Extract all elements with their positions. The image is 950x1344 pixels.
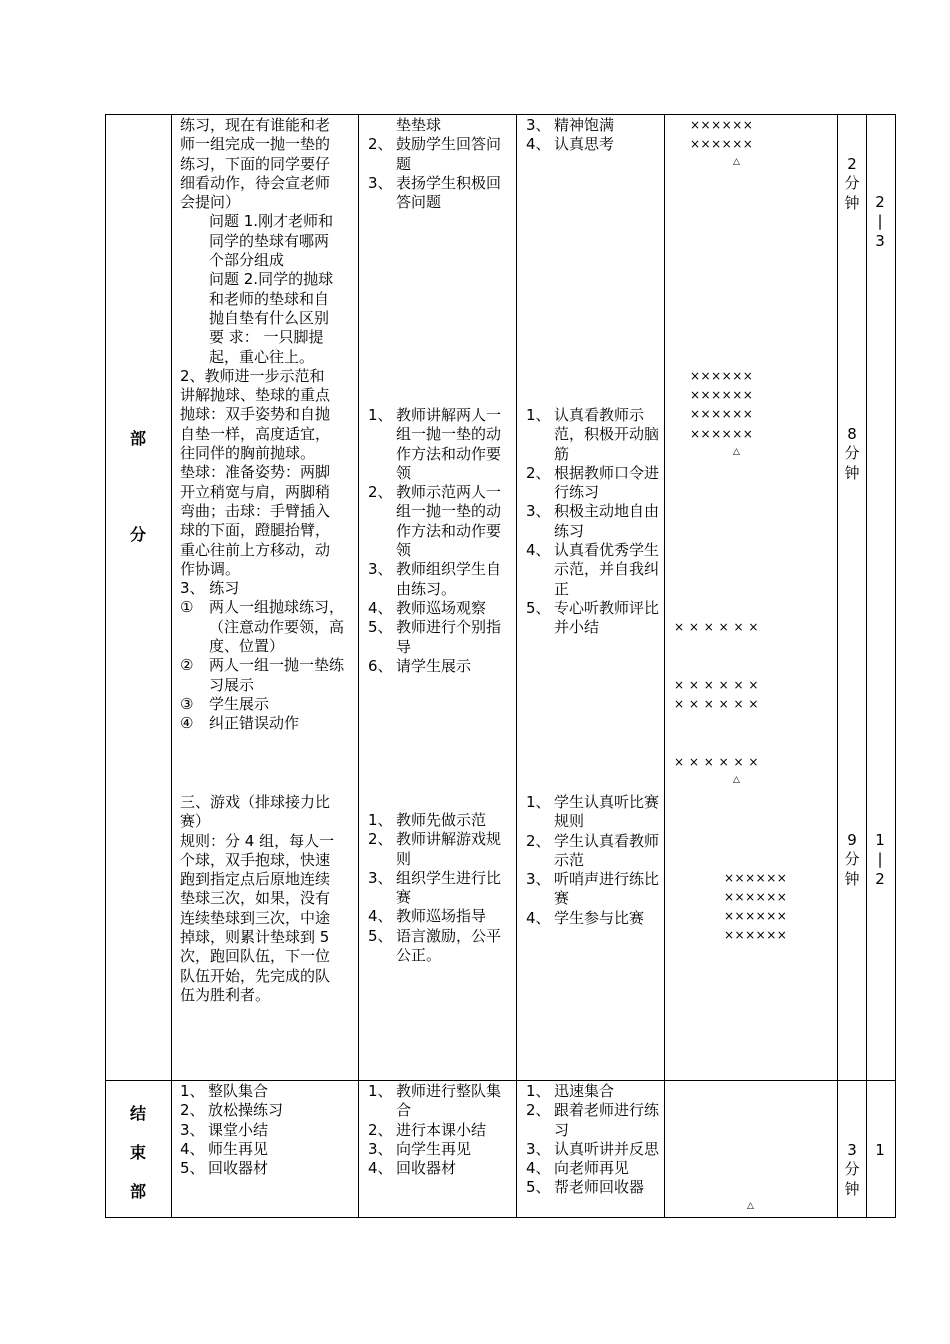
question-line: 问题 1.刚才老师和 (209, 212, 334, 231)
teacher-activity-item (368, 174, 510, 213)
formation-row: ×××××× (724, 928, 788, 942)
practice-item (180, 598, 352, 656)
item-text: 组织学生进行比赛 (396, 868, 502, 907)
student-activity-item (526, 1178, 659, 1197)
item-text: 根据教师口令进行练习 (554, 463, 660, 502)
student-activity-item (526, 870, 659, 909)
item-number: 3、 (526, 116, 551, 134)
item-text: 认真听讲并反思 (554, 1139, 660, 1158)
formation-row: ×××××× (690, 427, 754, 441)
item-number: 5、 (180, 1159, 205, 1178)
item-number: 4、 (368, 907, 393, 926)
student-activity-item (526, 1101, 659, 1140)
teacher-activity-item (368, 811, 510, 830)
student-activity-block (526, 793, 659, 928)
formation-row: ×××××× (690, 407, 754, 421)
item-text: 纠正错误动作 (209, 714, 300, 733)
teacher-activity-item (368, 406, 510, 483)
content-line: 掉球，则累计垫球到 5 (180, 928, 330, 947)
item-text: 鼓励学生回答问题 (396, 135, 502, 173)
item-number: 3、 (526, 1139, 551, 1158)
formation-row: × × × × × × (674, 755, 759, 769)
item-number: 6、 (368, 656, 393, 675)
item-number: 2、 (526, 831, 551, 850)
item-text: 专心听教师评比并小结 (554, 598, 660, 637)
formation-row: ×××××× (690, 388, 754, 402)
student-activity-block (526, 116, 659, 155)
content-item (180, 1101, 352, 1120)
time-duration (841, 425, 863, 483)
item-number: 2、 (368, 830, 393, 849)
item-number: ③ (180, 694, 194, 713)
formation-row: ×××××× (690, 118, 754, 132)
student-activity-item (526, 793, 659, 832)
item-text: 表扬学生积极回答问题 (396, 173, 502, 212)
item-text: 教师巡场观察 (396, 598, 487, 617)
item-number: 3、 (368, 868, 393, 887)
time-unit-char: 分 (844, 444, 860, 463)
time-unit-char: 钟 (844, 1179, 860, 1198)
time-unit-char: 钟 (844, 463, 860, 482)
teacher-activity-item (368, 830, 510, 869)
item-number: 2、 (180, 1101, 205, 1120)
teacher-activity-block (368, 116, 510, 212)
question-line: 抛自垫有什么区别 (209, 308, 330, 327)
teacher-marker: △ (747, 1201, 754, 1211)
time-duration (841, 831, 863, 889)
student-activity-item (526, 406, 659, 464)
section-label-char: 结 (129, 1104, 146, 1123)
item-text: 回收器材 (396, 1159, 457, 1178)
item-text: 跟着老师进行练习 (554, 1101, 660, 1139)
teacher-marker: △ (733, 775, 740, 785)
student-activity-item (526, 464, 659, 503)
table-border-left (105, 114, 106, 1218)
item-number: 3、 (368, 173, 393, 192)
content-line: 开立稍宽与肩，两脚稍 (180, 482, 331, 501)
section-label-char: 部 (129, 429, 146, 448)
item-text: 学生认真看教师示范 (554, 831, 660, 869)
column-divider (516, 114, 517, 1218)
item-number: 1、 (180, 1082, 205, 1100)
item-text: 教师示范两人一组一抛一垫的动作方法和动作要领 (396, 483, 502, 560)
item-text: 请学生展示 (396, 656, 472, 675)
time-value: 3 (847, 1141, 857, 1159)
item-number: 1、 (526, 793, 551, 811)
section-label-char: 分 (129, 525, 146, 544)
content-item (180, 1082, 352, 1101)
student-activity-block (526, 406, 659, 638)
formation-row: ×××××× (724, 871, 788, 885)
item-number: 2、 (526, 1101, 551, 1120)
teacher-activity-item (368, 599, 510, 618)
time-unit-char: 钟 (844, 193, 860, 212)
question-line: 个部分组成 (209, 251, 285, 270)
content-line: 自垫一样，高度适宜， (180, 424, 331, 443)
item-text: 认真思考 (554, 135, 615, 154)
table-row-divider (105, 1080, 896, 1081)
formation-row: ×××××× (690, 369, 754, 383)
student-activity-item (526, 541, 659, 599)
intensity-value: 2 (875, 193, 885, 211)
question-line: 起，重心往上。 (209, 347, 315, 366)
teacher-activity-item (368, 907, 510, 926)
time-value: 9 (847, 831, 857, 849)
teacher-marker: △ (733, 447, 740, 457)
item-number: 1、 (526, 1082, 551, 1100)
content-item (180, 1140, 352, 1159)
teacher-activity-item (368, 483, 510, 560)
item-text: 教师进行整队集合 (396, 1082, 502, 1120)
time-unit-char: 分 (844, 1160, 860, 1179)
content-line: 抛球：双手姿势和自抛 (180, 405, 331, 424)
item-number: 4、 (526, 908, 551, 927)
ending-student-block (526, 1082, 659, 1198)
practice-item (180, 656, 352, 695)
intensity-separator: | (877, 212, 883, 231)
intensity-range (869, 193, 891, 251)
item-text: 向老师再见 (554, 1159, 630, 1178)
content-line: 往同伴的胸前抛球。 (180, 444, 316, 463)
item-text: 听哨声进行练比赛 (554, 870, 660, 908)
item-text: 教师讲解两人一组一抛一垫的动作方法和动作要领 (396, 406, 502, 482)
item-number: 1、 (368, 406, 393, 424)
student-activity-item (526, 502, 659, 541)
formation-row: × × × × × × (674, 678, 759, 692)
content-line: 规则：分 4 组，每人一 (180, 831, 335, 850)
question-line: 问题 2.同学的抛球 (209, 270, 334, 289)
time-duration (841, 155, 863, 213)
content-line: 弯曲；击球：手臂插入 (180, 501, 331, 520)
content-line: 练习，下面的同学要仔 (180, 154, 331, 173)
time-unit-char: 分 (844, 850, 860, 869)
formation-row: ×××××× (724, 909, 788, 923)
item-number: 5、 (368, 618, 393, 637)
item-number: ② (180, 656, 194, 675)
item-number: 2、 (368, 483, 393, 502)
item-text: 学生展示 (209, 694, 270, 713)
teacher-activity-block (368, 811, 510, 965)
practice-item (180, 695, 352, 714)
content-line: 3、 练习 (180, 579, 240, 598)
formation-row: × × × × × × (674, 620, 759, 634)
content-line: 细看动作，待会宣老师 (180, 173, 331, 192)
item-text: 整队集合 (208, 1082, 269, 1100)
practice-item (180, 714, 352, 733)
student-activity-item (526, 135, 659, 154)
content-line: 伍为胜利者。 (180, 985, 271, 1004)
question-line: 和老师的垫球和自 (209, 289, 330, 308)
content-line: 赛） (180, 812, 211, 831)
content-line: 会提问） (180, 193, 241, 212)
time-duration (841, 1141, 863, 1199)
content-line: 作协调。 (180, 559, 241, 578)
content-line: 三、游戏（排球接力比 (180, 793, 331, 811)
item-number: 4、 (368, 1159, 393, 1178)
teacher-activity-item (368, 560, 510, 599)
content-line: 师一组完成一抛一垫的 (180, 135, 331, 154)
question-line: 同学的垫球有哪两 (209, 231, 330, 250)
intensity-separator: | (877, 850, 883, 869)
content-line: 2、教师进一步示范和 (180, 366, 325, 385)
item-text: 学生参与比赛 (554, 908, 645, 927)
content-item (180, 1121, 352, 1140)
student-activity-item (526, 909, 659, 928)
item-number: ① (180, 598, 194, 617)
item-text: 精神饱满 (554, 116, 615, 134)
content-line: 垫球三次，如果，没有 (180, 889, 331, 908)
content-item (180, 1159, 352, 1178)
ending-teacher-block (368, 1082, 510, 1178)
content-line: 个球，双手抱球，快速 (180, 850, 331, 869)
item-number: 2、 (368, 135, 393, 154)
item-text: 认真看优秀学生示范，并自我纠正 (554, 541, 660, 598)
item-number: 2、 (526, 463, 551, 482)
teacher-marker: △ (733, 157, 740, 167)
column-divider (837, 114, 838, 1218)
column-divider (171, 114, 172, 1218)
intensity-range (869, 831, 891, 889)
item-number: 1、 (368, 1082, 393, 1100)
student-activity-item (526, 1082, 659, 1101)
item-text: 认真看教师示范，积极开动脑筋 (554, 406, 660, 463)
content-line: 次，跑回队伍，下一位 (180, 947, 331, 966)
student-activity-item (526, 599, 659, 638)
item-text: 教师巡场指导 (396, 907, 487, 926)
item-text: 帮老师回收器 (554, 1178, 645, 1197)
column-divider (664, 114, 665, 1218)
content-line: 队伍开始，先完成的队 (180, 966, 331, 985)
teacher-activity-item (368, 1159, 510, 1178)
formation-row: × × × × × × (674, 697, 759, 711)
item-number: 3、 (180, 1120, 205, 1139)
time-value: 8 (847, 425, 857, 443)
teacher-activity-block (368, 406, 510, 676)
formation-row: ×××××× (724, 890, 788, 904)
student-activity-item (526, 1140, 659, 1159)
item-text: 教师进行个别指导 (396, 618, 502, 656)
item-number: 5、 (526, 1178, 551, 1197)
item-text: 进行本课小结 (396, 1120, 487, 1139)
item-number: 4、 (526, 135, 551, 154)
table-border-right (895, 114, 896, 1218)
item-text: 教师先做示范 (396, 811, 487, 829)
item-text: 语言激励，公平公正。 (396, 926, 502, 965)
content-line: 练习，现在有谁能和老 (180, 116, 331, 134)
intensity-value: 1 (875, 831, 885, 849)
item-number: 3、 (526, 870, 551, 889)
teacher-activity-item (368, 135, 510, 174)
ending-content-block (180, 1082, 352, 1178)
item-number: 3、 (368, 560, 393, 579)
item-number: 4、 (180, 1139, 205, 1158)
item-number: 3、 (526, 502, 551, 521)
item-number: ④ (180, 714, 194, 733)
item-number: 5、 (526, 598, 551, 617)
teacher-activity-item (368, 1082, 510, 1121)
content-line: 跑到指定点后原地连续 (180, 870, 331, 889)
column-divider (358, 114, 359, 1218)
item-number: 4、 (526, 1159, 551, 1178)
table-border-top (105, 114, 896, 115)
teacher-activity-item (368, 657, 510, 676)
content-line: 球的下面，蹬腿抬臂， (180, 521, 331, 540)
item-number: 4、 (526, 541, 551, 560)
item-text: 教师组织学生自由练习。 (396, 560, 502, 598)
item-text: 学生认真听比赛规则 (554, 793, 660, 831)
item-text: 两人一组抛球练习，（注意动作要领，高度、位置） (209, 598, 345, 656)
item-text: 回收器材 (208, 1159, 269, 1178)
intensity-value: 1 (875, 1141, 885, 1159)
intensity-value: 3 (875, 231, 885, 250)
item-text: 垫垫球 (396, 116, 442, 134)
student-activity-item (526, 1159, 659, 1178)
formation-row: ×××××× (690, 137, 754, 151)
content-line: 垫球：准备姿势：两脚 (180, 463, 331, 482)
content-line: 讲解抛球、垫球的重点 (180, 386, 331, 405)
teacher-activity-item (368, 618, 510, 657)
student-activity-item (526, 832, 659, 871)
time-value: 2 (847, 155, 857, 173)
item-text: 放松操练习 (208, 1101, 284, 1120)
item-text: 向学生再见 (396, 1139, 472, 1158)
teacher-activity-item (368, 1140, 510, 1159)
game-rules-block (180, 793, 352, 1005)
teacher-activity-item (368, 927, 510, 966)
time-unit-char: 钟 (844, 869, 860, 888)
item-number: 1、 (368, 811, 393, 829)
content-line: 重心往前上方移动，动 (180, 540, 331, 559)
column-divider (866, 114, 867, 1218)
content-line: 连续垫球到三次，中途 (180, 908, 331, 927)
intensity-value: 2 (875, 869, 885, 888)
teacher-activity-item (368, 1121, 510, 1140)
table-border-bottom (105, 1217, 896, 1218)
item-number: 2、 (368, 1120, 393, 1139)
item-number: 4、 (368, 598, 393, 617)
item-text: 教师讲解游戏规则 (396, 830, 502, 868)
teacher-activity-item (368, 869, 510, 908)
item-text: 师生再见 (208, 1139, 269, 1158)
item-number: 1、 (526, 406, 551, 424)
item-number: 5、 (368, 926, 393, 945)
item-text: 积极主动地自由练习 (554, 502, 660, 540)
item-text: 迅速集合 (554, 1082, 615, 1100)
section-label-char: 束 (129, 1143, 146, 1162)
item-text: 课堂小结 (208, 1120, 269, 1139)
student-activity-item (526, 116, 659, 135)
content-column (180, 116, 352, 734)
time-unit-char: 分 (844, 174, 860, 193)
section-label-char: 部 (129, 1182, 146, 1201)
question-line: 要 求： 一只脚提 (209, 328, 324, 347)
teacher-activity-item (368, 116, 510, 135)
item-text: 两人一组一抛一垫练习展示 (209, 656, 345, 694)
item-number: 3、 (368, 1139, 393, 1158)
